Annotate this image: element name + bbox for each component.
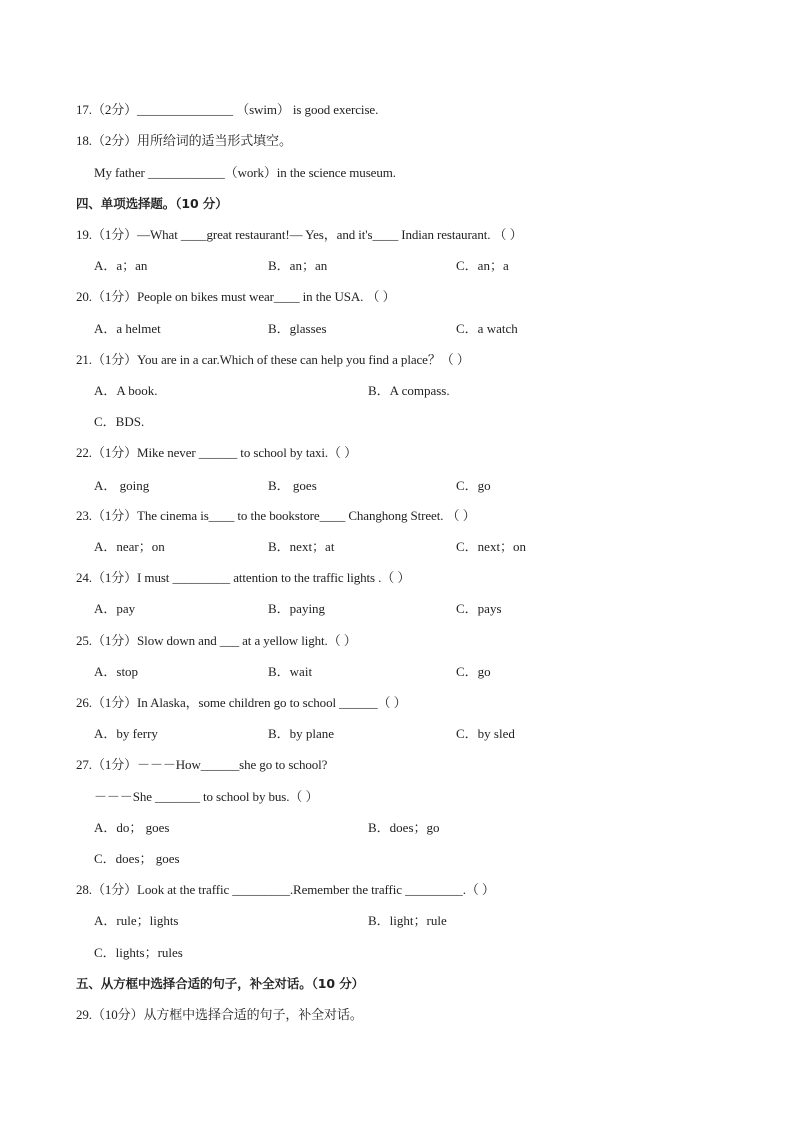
question-27-line-2: －－－She _______ to school by bus.（ ） bbox=[94, 789, 319, 804]
question-26: 26.（1分）In Alaska，some children go to school ______（ ） bbox=[76, 695, 407, 710]
option-23-b: B．next；at bbox=[268, 539, 335, 554]
option-23-a: A．near；on bbox=[94, 539, 165, 554]
option-19-a: A．a；an bbox=[94, 258, 148, 273]
option-26-a: A．by ferry bbox=[94, 726, 158, 741]
option-26-b: B．by plane bbox=[268, 726, 335, 741]
option-28-b: B．light；rule bbox=[368, 913, 447, 928]
question-24: 24.（1分）I must _________ attention to the traffic lights .（ ） bbox=[76, 570, 411, 585]
option-20-c: C．a watch bbox=[456, 321, 518, 336]
question-19: 19.（1分）—What ____great restaurant!— Yes，and it's____ Indian restaurant. （ ） bbox=[76, 227, 523, 242]
question-18: 18.（2分）用所给词的适当形式填空。 bbox=[76, 133, 292, 148]
option-22-c: C．go bbox=[456, 478, 491, 493]
option-27-a: A．do； goes bbox=[94, 820, 170, 835]
option-19-c: C．an；a bbox=[456, 258, 509, 273]
option-20-a: A．a helmet bbox=[94, 321, 161, 336]
question-25: 25.（1分）Slow down and ___ at a yellow light.（ ） bbox=[76, 633, 357, 648]
option-24-a: A．pay bbox=[94, 601, 136, 616]
option-20-b: B．glasses bbox=[268, 321, 327, 336]
question-27: 27.（1分）－－－How______she go to school? bbox=[76, 757, 328, 772]
question-22: 22.（1分）Mike never ______ to school by taxi.（ ） bbox=[76, 445, 358, 460]
question-18-sentence: My father ____________（work）in the science museum. bbox=[94, 165, 396, 180]
option-21-a: A．A book. bbox=[94, 383, 158, 398]
section-5-heading: 五、从方框中选择合适的句子，补全对话。（10 分） bbox=[76, 976, 364, 991]
option-27-b: B．does；go bbox=[368, 820, 440, 835]
question-28: 28.（1分）Look at the traffic _________.Remember the traffic _________.（ ） bbox=[76, 882, 495, 897]
option-28-a: A．rule；lights bbox=[94, 913, 179, 928]
question-21: 21.（1分）You are in a car.Which of these can help you find a place？（ ） bbox=[76, 352, 470, 367]
option-22-a: A． going bbox=[94, 478, 150, 493]
section-4-heading: 四、单项选择题。（10 分） bbox=[76, 196, 228, 211]
option-26-c: C．by sled bbox=[456, 726, 515, 741]
option-25-c: C．go bbox=[456, 664, 491, 679]
option-27-c: C．does； goes bbox=[94, 851, 180, 866]
question-29: 29.（10分）从方框中选择合适的句子，补全对话。 bbox=[76, 1007, 363, 1022]
option-24-c: C．pays bbox=[456, 601, 502, 616]
question-17: 17.（2分）_______________ （swim） is good exercise. bbox=[76, 102, 379, 117]
option-21-c: C．BDS. bbox=[94, 414, 145, 429]
option-25-b: B．wait bbox=[268, 664, 313, 679]
option-19-b: B．an；an bbox=[268, 258, 328, 273]
option-22-b: B． goes bbox=[268, 478, 317, 493]
option-23-c: C．next；on bbox=[456, 539, 527, 554]
question-20: 20.（1分）People on bikes must wear____ in the USA. （ ） bbox=[76, 289, 396, 304]
option-28-c: C．lights；rules bbox=[94, 945, 183, 960]
option-21-b: B．A compass. bbox=[368, 383, 450, 398]
option-24-b: B．paying bbox=[268, 601, 326, 616]
option-25-a: A．stop bbox=[94, 664, 139, 679]
question-23: 23.（1分）The cinema is____ to the bookstore____ Changhong Street. （ ） bbox=[76, 508, 476, 523]
